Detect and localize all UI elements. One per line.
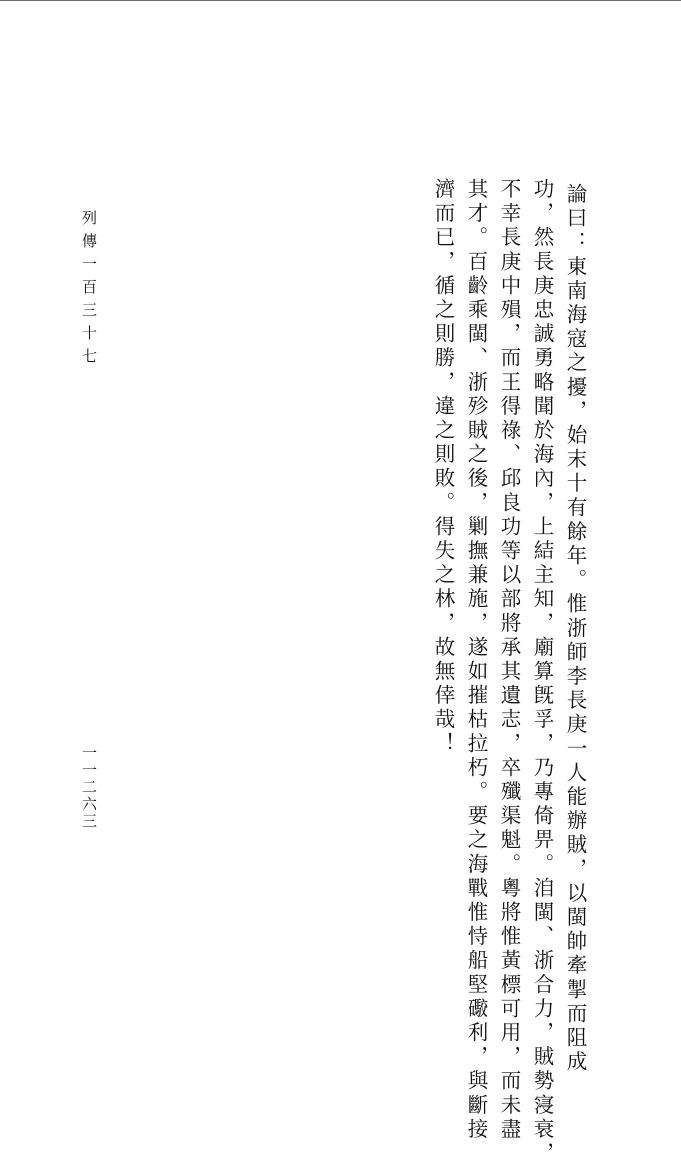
text-column-3: 不幸長庚中殞，而王得祿、邱良功等以部將承其遺志，卒殲渠魁。粵將惟黃標可用，而未盡 (497, 178, 521, 1142)
text-column-1: 論曰：東南海寇之擾，始末十有餘年。惟浙師李長庚一人能辦賊，以閩帥牽掣而阻成 (563, 183, 587, 1075)
page-number: 一一二六三 (80, 745, 98, 830)
text-column-5: 濟而已，循之則勝，違之則敗。得失之林，故無倖哉！ (431, 178, 455, 757)
section-header: 列傳一百三十七 (80, 210, 98, 371)
text-column-4: 其才。百齡乘閩、浙殄賊之後，剿撫兼施，遂如摧枯拉朽。要之海戰惟恃船堅礮利，與斷接 (464, 178, 488, 1142)
top-rule (0, 0, 681, 1)
text-column-2: 功，然長庚忠誠勇略聞於海內，上結主知，廟算旣孚，乃專倚畀。洎閩、浙合力，賊勢寖衰， (530, 178, 554, 1166)
